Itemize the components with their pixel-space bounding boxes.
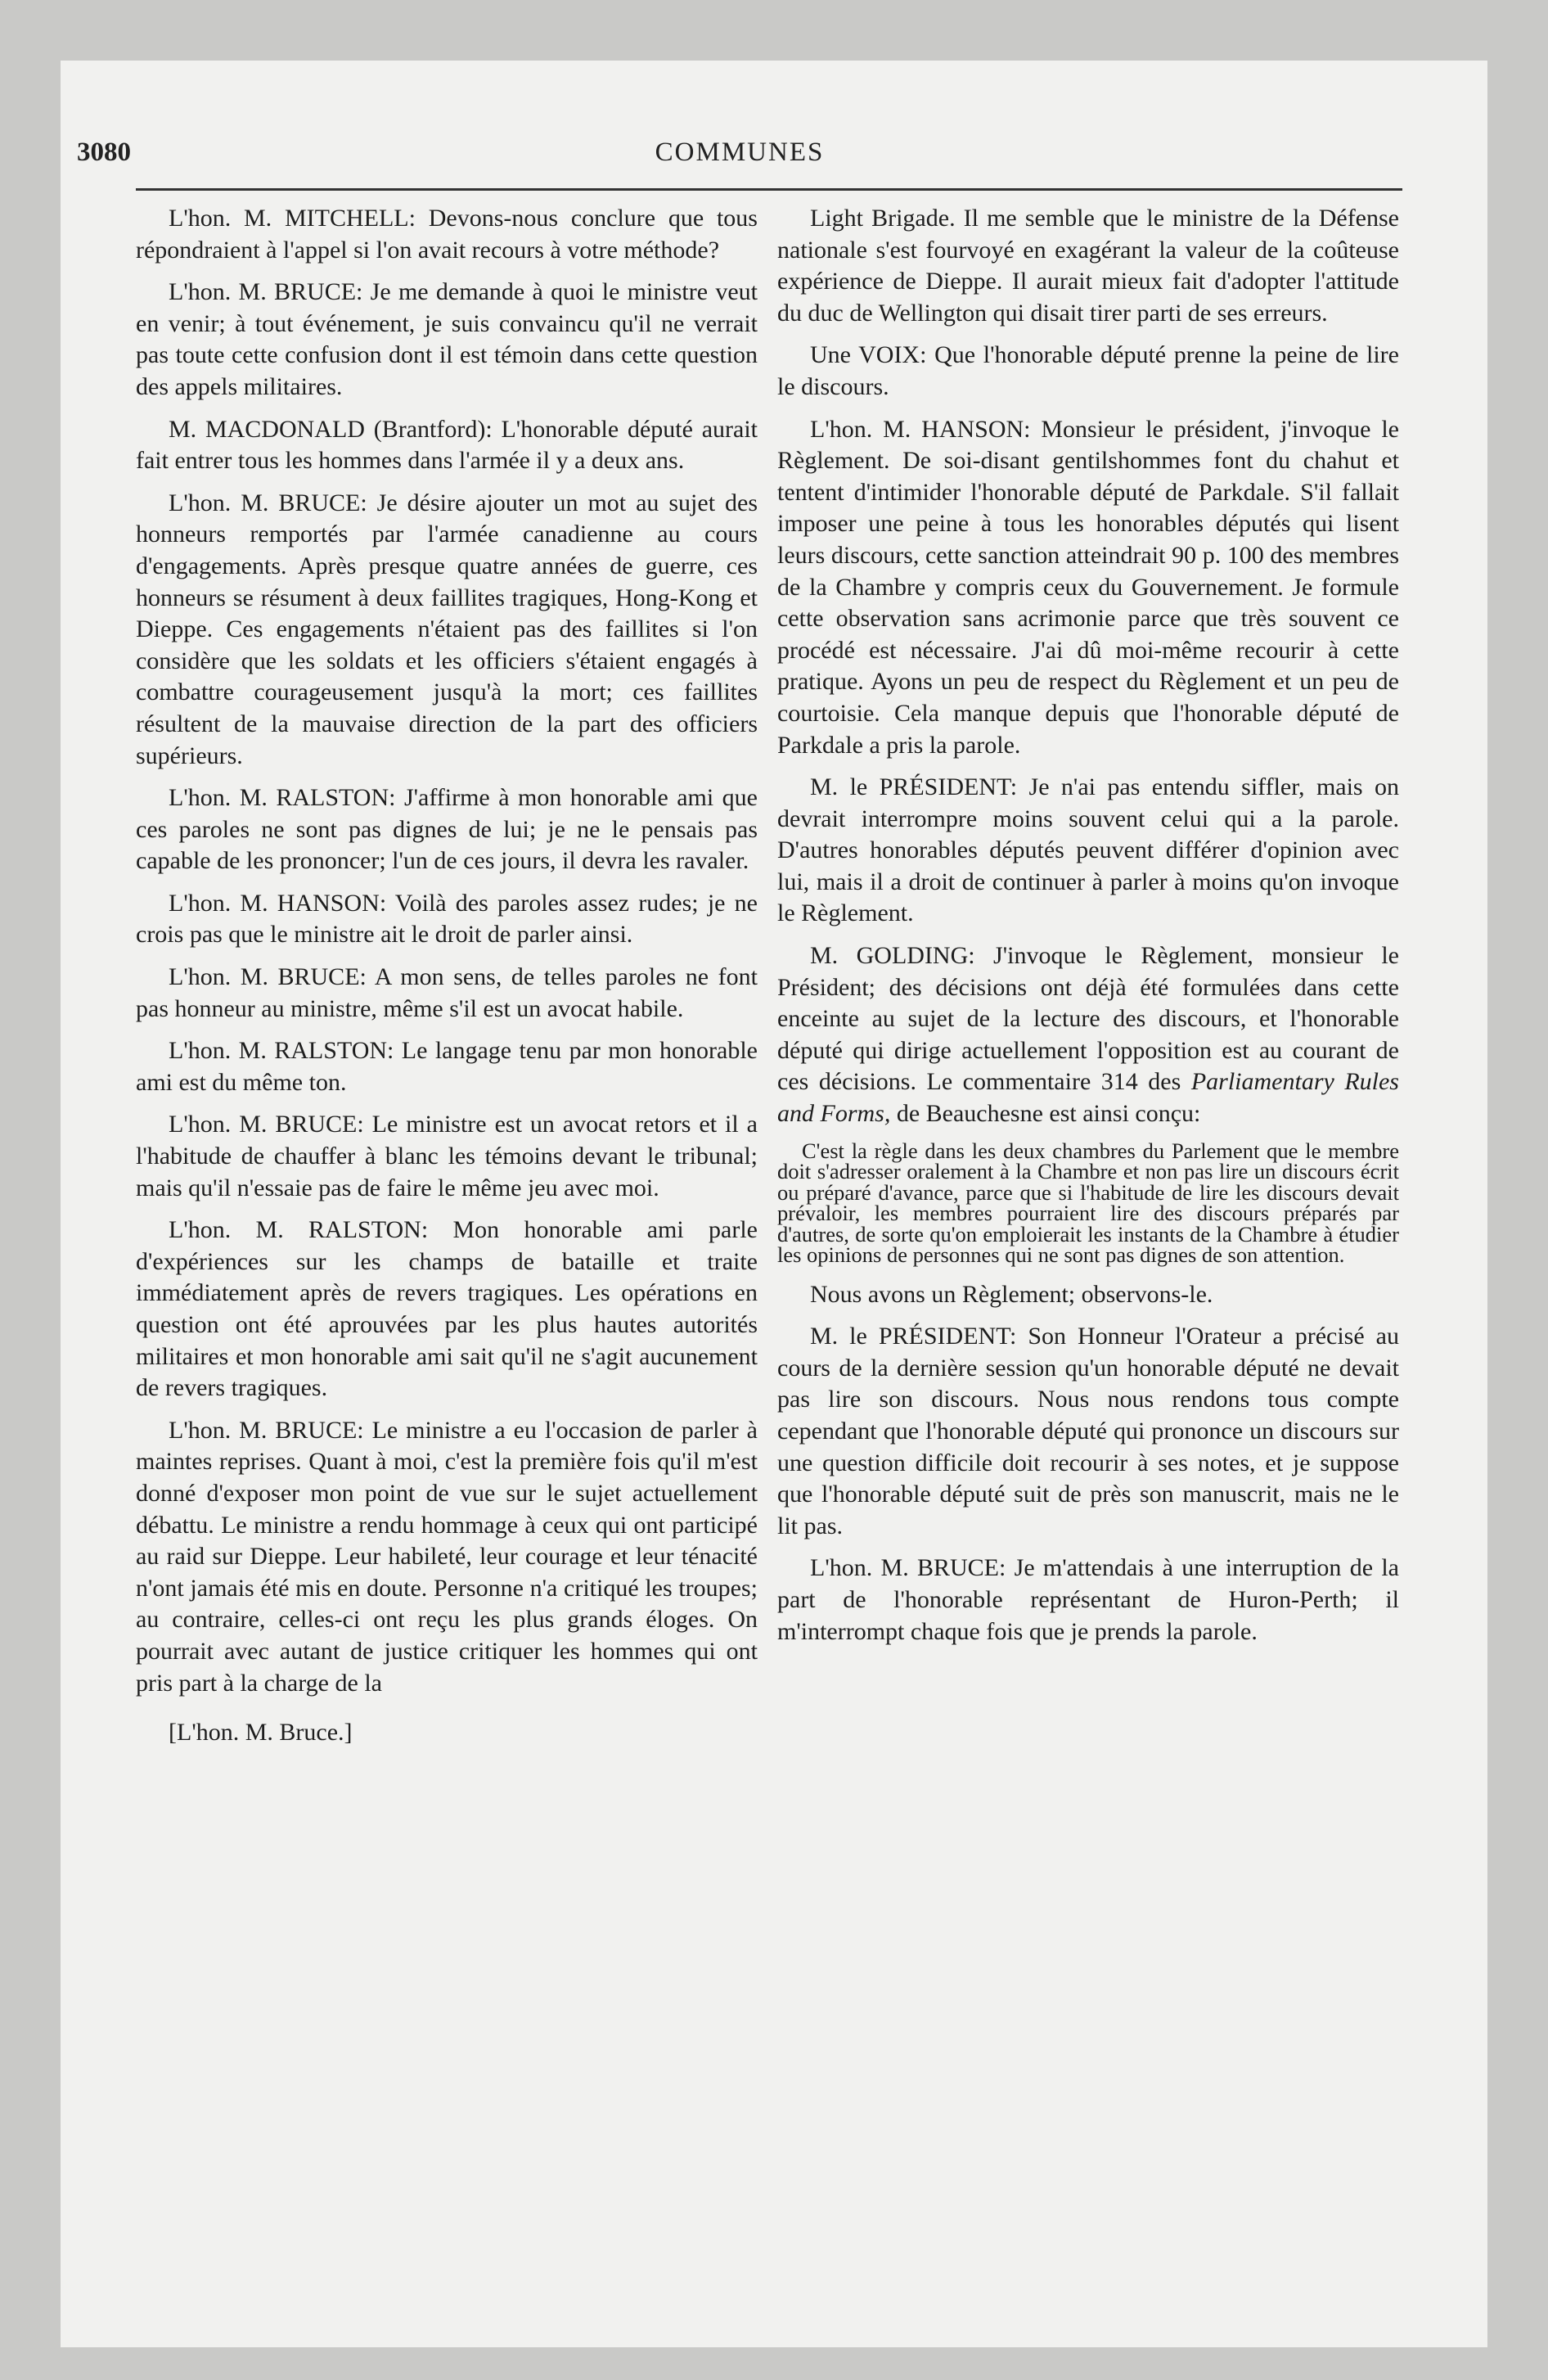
- paragraph: L'hon. M. RALSTON: J'affirme à mon honorable ami que ces paroles ne sont pas dignes de lui; je ne le pensais pas capable de les prononcer; l'un de ces jours, il devra les ravaler.: [136, 784, 758, 875]
- paragraph: L'hon. M. BRUCE: Le ministre est un avocat retors et il a l'habitude de chauffer à blanc les témoins devant le tribunal; mais qu'il n'essaie pas de faire le même jeu avec moi.: [136, 1111, 758, 1201]
- paragraph: Nous avons un Règlement; observons-le.: [810, 1280, 1213, 1308]
- right-column: [777, 203, 1399, 1658]
- paragraph: L'hon. M. BRUCE: Le ministre a eu l'occasion de parler à maintes reprises. Quant à moi, c'est la première fois qu'il m'est donné d'exposer mon point de vue sur le sujet actuellement débattu. Le ministre a rendu hommage à ceux qui ont participé au raid sur Dieppe. Leur habileté, leur courage et leur ténacité n'ont jamais été mis en doute. Personne n'a critiqué les troupes; au contraire, celles-ci ont reçu les plus grands éloges. On pourrait avec autant de justice critiquer les hommes qui ont pris part à la charge de la: [136, 1416, 758, 1697]
- header-rule: [136, 188, 1402, 191]
- left-column: [136, 203, 758, 1760]
- running-head: COMMUNES: [655, 137, 825, 167]
- paragraph: M. MACDONALD (Brantford): L'honorable député aurait fait entrer tous les hommes dans l'armée il y a deux ans.: [136, 415, 758, 475]
- paragraph: L'hon. M. BRUCE: Je me demande à quoi le ministre veut en venir; à tout événement, je suis convaincu qu'il ne verrait pas toute cette confusion dont il est témoin dans cette question des appels militaires.: [136, 278, 758, 400]
- block-quote: C'est la règle dans les deux chambres du Parlement que le membre doit s'adresser oralement à la Chambre et non pas lire un discours écrit ou préparé d'avance, parce que si l'habitude de lire les discours devait prévaloir, les membres pourraient lire des discours préparés par d'autres, de sorte qu'on emploierait les instants de la Chambre à étudier les opinions de personnes qui ne sont pas dignes de son attention.: [777, 1138, 1399, 1268]
- page-number: 3080: [77, 137, 131, 167]
- paragraph: L'hon. M. MITCHELL: Devons-nous conclure que tous répondraient à l'appel si l'on avait recours à votre méthode?: [136, 205, 758, 264]
- page-header: [77, 137, 1402, 178]
- speaker-signature: [L'hon. M. Bruce.]: [169, 1719, 353, 1747]
- paragraph: Une VOIX: Que l'honorable député prenne la peine de lire le discours.: [777, 341, 1399, 400]
- paragraph: L'hon. M. BRUCE: Je m'attendais à une interruption de la part de l'honorable représentant de Huron-Perth; il m'interrompt chaque fois que je prends la parole.: [777, 1554, 1399, 1645]
- book-title: Parliamentary Rules and Forms,: [777, 1068, 1399, 1128]
- paragraph: L'hon. M. BRUCE: A mon sens, de telles paroles ne font pas honneur au ministre, même s'il est un avocat habile.: [136, 963, 758, 1022]
- paragraph: M. le PRÉSIDENT: Son Honneur l'Orateur a précisé au cours de la dernière session qu'un honorable député ne devait pas lire son discours. Nous nous rendons tous compte cependant que l'honorable député qui prononce un discours sur une question difficile doit recourir à ses notes, et je suppose que l'honorable député suit de près son manuscrit, mais ne le lit pas.: [777, 1323, 1399, 1539]
- paragraph: L'hon. M. HANSON: Voilà des paroles assez rudes; je ne crois pas que le ministre ait le droit de parler ainsi.: [136, 889, 758, 949]
- golding-paragraph: [777, 940, 1399, 1130]
- paragraph: L'hon. M. HANSON: Monsieur le président, j'invoque le Règlement. De soi-disant gentilshommes font du chahut et tentent d'intimider l'honorable député de Parkdale. S'il fallait imposer une peine à tous les honorables députés qui lisent leurs discours, cette sanction atteindrait 90 p. 100 des membres de la Chambre y compris ceux du Gouvernement. Je formule cette observation sans acrimonie parce que très souvent ce procédé est nécessaire. J'ai dû moi-même recourir à cette pratique. Ayons un peu de respect du Règlement et un peu de courtoisie. Cela manque depuis que l'honorable député de Parkdale a pris la parole.: [777, 415, 1399, 759]
- golding-text: M. GOLDING: J'invoque le Règlement, monsieur le Président; des décisions ont déjà été formulées dans cette enceinte au sujet de la lecture des discours, et l'honorable député qui dirige actuellement l'opposition est au courant de ces décisions. Le commentaire 314 des: [777, 942, 1399, 1096]
- golding-text-end: de Beauchesne est ainsi conçu:: [890, 1100, 1201, 1128]
- paragraph: L'hon. M. RALSTON: Mon honorable ami parle d'expériences sur les champs de bataille et traite immédiatement après de revers tragiques. Les opérations en question ont été aprouvées par les plus hautes autorités militaires et mon honorable ami sait qu'il ne s'agit aucunement de revers tragiques.: [136, 1216, 758, 1402]
- paragraph: L'hon. M. RALSTON: Le langage tenu par mon honorable ami est du même ton.: [136, 1037, 758, 1096]
- paragraph: M. le PRÉSIDENT: Je n'ai pas entendu siffler, mais on devrait interrompre moins souvent celui qui a la parole. D'autres honorables députés peuvent différer d'opinion avec lui, mais il a droit de continuer à parler à moins qu'on invoque le Règlement.: [777, 773, 1399, 927]
- paragraph: Light Brigade. Il me semble que le ministre de la Défense nationale s'est fourvoyé en exagérant la valeur de la coûteuse expérience de Dieppe. Il aurait mieux fait d'adopter l'attitude du duc de Wellington qui disait tirer parti de ses erreurs.: [777, 205, 1399, 327]
- paragraph: L'hon. M. BRUCE: Je désire ajouter un mot au sujet des honneurs remportés par l'armée canadienne au cours d'engagements. Après presque quatre années de guerre, ces honneurs se résument à deux faillites tragiques, Hong-Kong et Dieppe. Ces engagements n'étaient pas des faillites si l'on considère que les soldats et les officiers s'étaient engagés à combattre courageusement jusqu'à la mort; ces faillites résultent de la mauvaise direction de la part des officiers supérieurs.: [136, 489, 758, 769]
